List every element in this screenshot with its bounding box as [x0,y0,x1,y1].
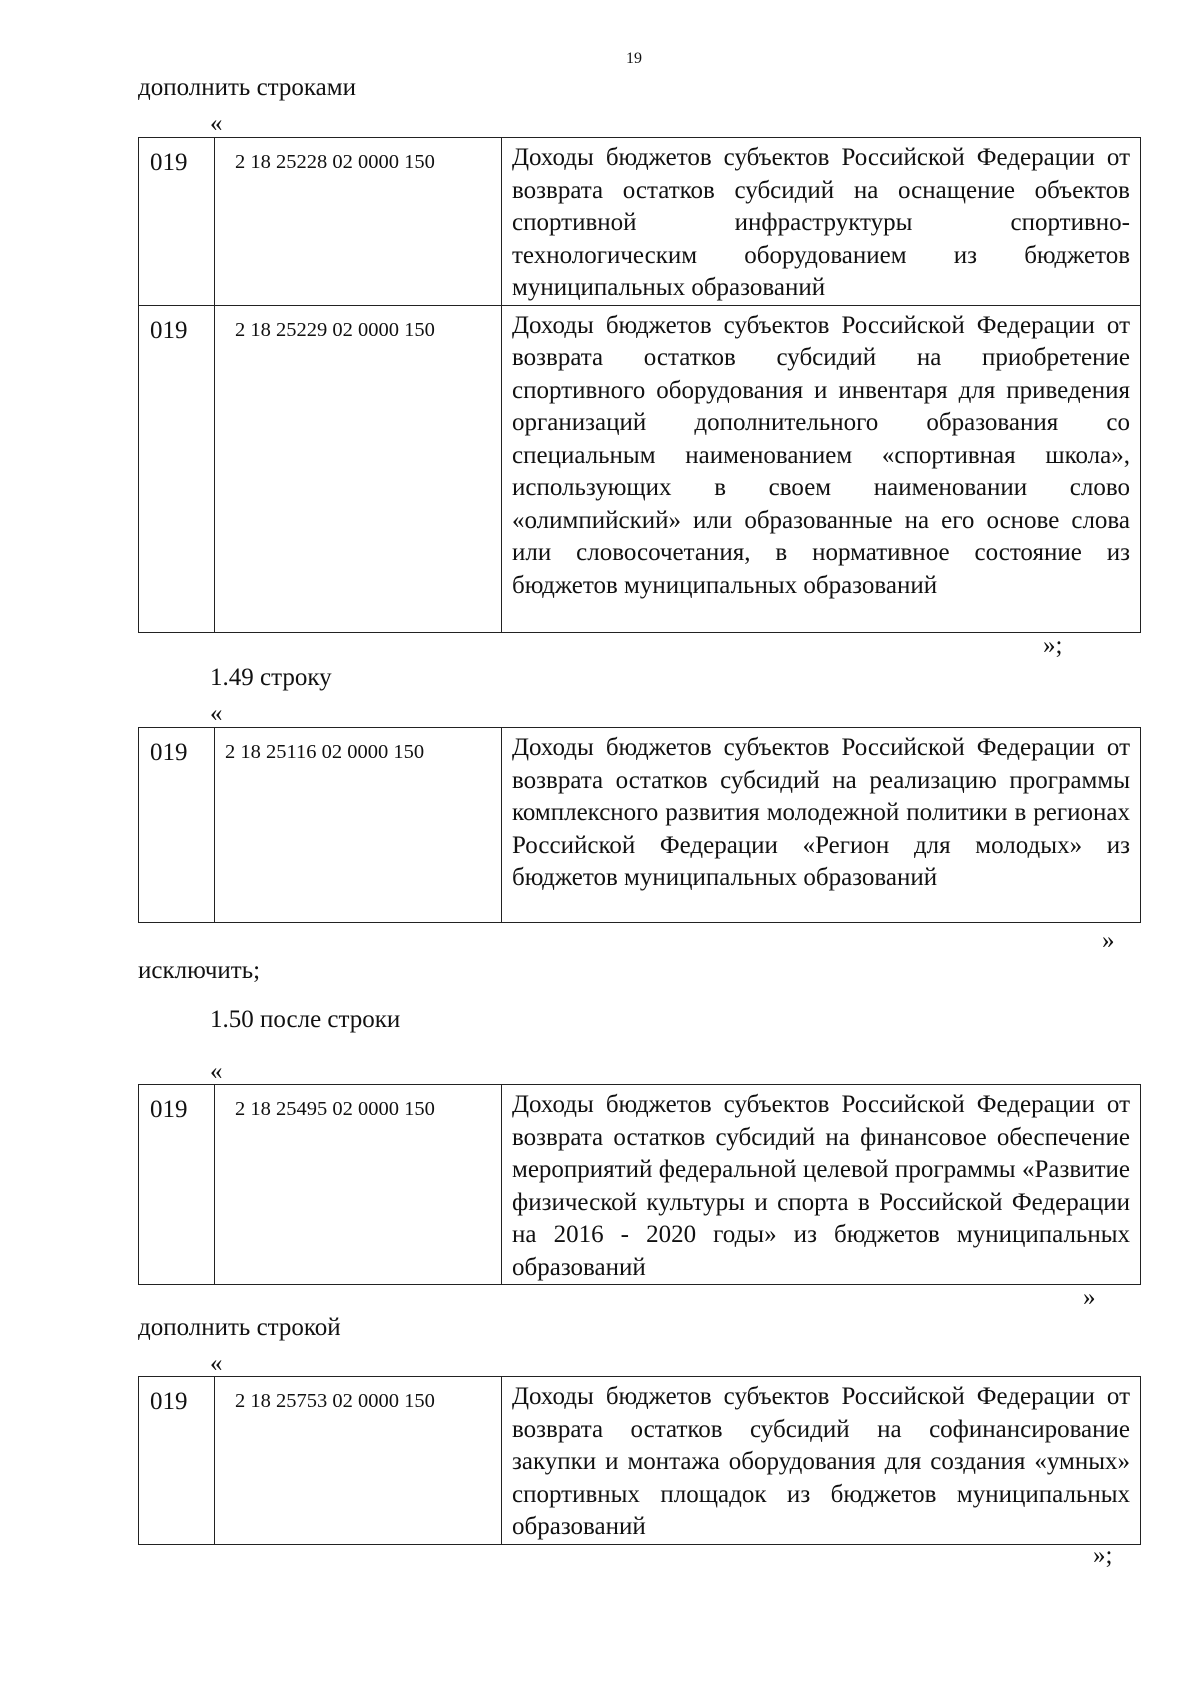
section-4-intro: дополнить строкой [138,1314,341,1341]
section-4-open-quote: « [210,1350,223,1377]
admin-cell: 019 [139,728,215,923]
table-row [139,1085,1141,1285]
section-1-close-quote: »; [1043,632,1063,659]
section-3-close-quote: » [1083,1284,1096,1311]
table-row [139,1377,1141,1545]
description-cell: Доходы бюджетов субъектов Российской Федерации от возврата остатков субсидий на софинансирование закупки и монтажа оборудования для создания «умных» спортивных площадок из бюджетов муниципальных образований [502,1377,1141,1545]
section-4-table [138,1376,1141,1545]
section-2-table [138,727,1141,923]
section-4-close-quote: »; [1093,1542,1113,1569]
section-1-open-quote: « [210,110,223,137]
code-cell: 2 18 25228 02 0000 150 [215,138,502,306]
section-3-table [138,1084,1141,1285]
section-1-intro: дополнить строками [138,74,356,101]
page-number: 19 [626,50,642,67]
description-cell: Доходы бюджетов субъектов Российской Федерации от возврата остатков субсидий на финансовое обеспечение мероприятий федеральной целевой программы «Развитие физической культуры и спорта в Российской Федерации на 2016 - 2020 годы» из бюджетов муниципальных образований [502,1085,1141,1285]
section-2-after: исключить; [138,957,261,984]
table-row [139,138,1141,306]
code-cell: 2 18 25495 02 0000 150 [215,1085,502,1285]
section-2-heading: 1.49 строку [210,664,332,691]
section-2-open-quote: « [210,700,223,727]
admin-cell: 019 [139,1085,215,1285]
code-cell: 2 18 25116 02 0000 150 [215,728,502,923]
admin-cell: 019 [139,305,215,632]
section-1-table [138,137,1141,633]
code-cell: 2 18 25753 02 0000 150 [215,1377,502,1545]
code-cell: 2 18 25229 02 0000 150 [215,305,502,632]
section-2-close-quote: » [1102,927,1115,954]
table-row [139,728,1141,923]
description-cell: Доходы бюджетов субъектов Российской Федерации от возврата остатков субсидий на приобретение спортивного оборудования и инвентаря для приведения организаций дополнительного образования со специальным наименованием «спортивная школа», использующих в своем наименовании слово «олимпийский» или образованные на его основе слова или словосочетания, в нормативное состояние из бюджетов муниципальных образований [502,305,1141,632]
section-3-heading: 1.50 после строки [210,1006,401,1033]
table-row [139,305,1141,632]
admin-cell: 019 [139,1377,215,1545]
description-cell: Доходы бюджетов субъектов Российской Федерации от возврата остатков субсидий на реализацию программы комплексного развития молодежной политики в регионах Российской Федерации «Регион для молодых» из бюджетов муниципальных образований [502,728,1141,923]
admin-cell: 019 [139,138,215,306]
description-cell: Доходы бюджетов субъектов Российской Федерации от возврата остатков субсидий на оснащение объектов спортивной инфраструктуры спортивно-технологическим оборудованием из бюджетов муниципальных образований [502,138,1141,306]
section-3-open-quote: « [210,1058,223,1085]
